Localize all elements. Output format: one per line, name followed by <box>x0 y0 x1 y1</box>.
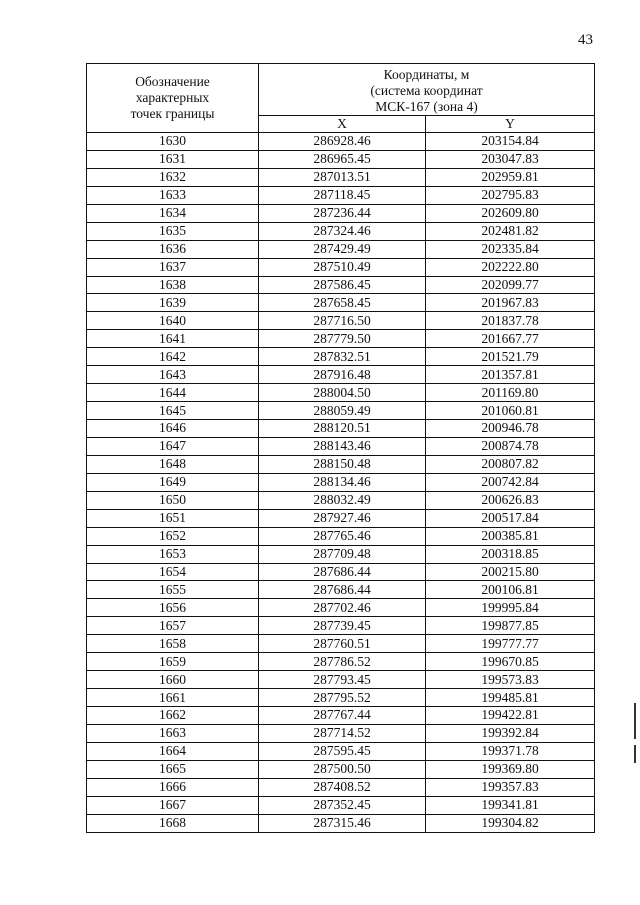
point-id-cell: 1660 <box>87 671 259 689</box>
y-coordinate-cell: 199877.85 <box>426 617 595 635</box>
y-coordinate-cell: 200385.81 <box>426 527 595 545</box>
coordinates-table <box>86 63 595 833</box>
point-header-line-2: характерных <box>135 90 210 105</box>
point-header-line-3: точек границы <box>130 106 215 121</box>
point-id-cell: 1652 <box>87 527 259 545</box>
point-id-cell: 1653 <box>87 545 259 563</box>
y-coordinate-cell: 199573.83 <box>426 671 595 689</box>
y-coordinate-cell: 202335.84 <box>426 240 595 258</box>
y-coordinate-cell: 201357.81 <box>426 366 595 384</box>
y-coordinate-cell: 202795.83 <box>426 186 595 204</box>
point-id-cell: 1666 <box>87 778 259 796</box>
table-row <box>87 276 595 294</box>
x-coordinate-cell: 288120.51 <box>259 420 426 438</box>
table-row <box>87 707 595 725</box>
point-id-cell: 1648 <box>87 455 259 473</box>
y-coordinate-cell: 200626.83 <box>426 491 595 509</box>
x-coordinate-cell: 287408.52 <box>259 778 426 796</box>
table-row <box>87 724 595 742</box>
table-row <box>87 222 595 240</box>
y-coordinate-cell: 200517.84 <box>426 509 595 527</box>
table-row <box>87 778 595 796</box>
table-row <box>87 563 595 581</box>
x-column-header: X <box>259 115 426 132</box>
table-row <box>87 814 595 832</box>
y-coordinate-cell: 201837.78 <box>426 312 595 330</box>
table-row <box>87 366 595 384</box>
table-row <box>87 258 595 276</box>
x-coordinate-cell: 288004.50 <box>259 384 426 402</box>
y-coordinate-cell: 199357.83 <box>426 778 595 796</box>
table-row <box>87 348 595 366</box>
y-coordinate-cell: 199777.77 <box>426 635 595 653</box>
y-coordinate-cell: 200215.80 <box>426 563 595 581</box>
x-coordinate-cell: 287709.48 <box>259 545 426 563</box>
point-id-cell: 1639 <box>87 294 259 312</box>
x-coordinate-cell: 287927.46 <box>259 509 426 527</box>
point-id-cell: 1649 <box>87 473 259 491</box>
coords-header-line-1: Координаты, м <box>383 66 470 82</box>
table-row <box>87 617 595 635</box>
x-coordinate-cell: 287586.45 <box>259 276 426 294</box>
point-id-cell: 1661 <box>87 689 259 707</box>
table-row <box>87 186 595 204</box>
x-coordinate-cell: 287013.51 <box>259 168 426 186</box>
x-coordinate-cell: 287760.51 <box>259 635 426 653</box>
point-id-cell: 1657 <box>87 617 259 635</box>
x-coordinate-cell: 288134.46 <box>259 473 426 491</box>
table-row <box>87 473 595 491</box>
table-row <box>87 133 595 151</box>
y-coordinate-cell: 199369.80 <box>426 760 595 778</box>
y-coordinate-cell: 203047.83 <box>426 150 595 168</box>
point-id-cell: 1667 <box>87 796 259 814</box>
y-coordinate-cell: 199485.81 <box>426 689 595 707</box>
x-coordinate-cell: 286928.46 <box>259 133 426 151</box>
table-row <box>87 312 595 330</box>
point-id-cell: 1641 <box>87 330 259 348</box>
point-id-cell: 1656 <box>87 599 259 617</box>
table-row <box>87 204 595 222</box>
table-row <box>87 491 595 509</box>
table-row <box>87 330 595 348</box>
table-row <box>87 294 595 312</box>
y-coordinate-cell: 201060.81 <box>426 402 595 420</box>
y-coordinate-cell: 203154.84 <box>426 133 595 151</box>
x-coordinate-cell: 287429.49 <box>259 240 426 258</box>
x-coordinate-cell: 288143.46 <box>259 437 426 455</box>
y-coordinate-cell: 200318.85 <box>426 545 595 563</box>
point-id-cell: 1651 <box>87 509 259 527</box>
x-coordinate-cell: 287352.45 <box>259 796 426 814</box>
table-row <box>87 671 595 689</box>
y-column-header: Y <box>426 115 595 132</box>
table-row <box>87 635 595 653</box>
y-coordinate-cell: 202609.80 <box>426 204 595 222</box>
table-row <box>87 402 595 420</box>
y-coordinate-cell: 199670.85 <box>426 653 595 671</box>
y-coordinate-cell: 201521.79 <box>426 348 595 366</box>
table-row <box>87 581 595 599</box>
table-row <box>87 168 595 186</box>
point-id-cell: 1665 <box>87 760 259 778</box>
y-coordinate-cell: 200874.78 <box>426 437 595 455</box>
coordinates-header <box>259 64 595 116</box>
x-coordinate-cell: 286965.45 <box>259 150 426 168</box>
table-row <box>87 796 595 814</box>
x-coordinate-cell: 287315.46 <box>259 814 426 832</box>
x-coordinate-cell: 288059.49 <box>259 402 426 420</box>
x-coordinate-cell: 287793.45 <box>259 671 426 689</box>
y-coordinate-cell: 202481.82 <box>426 222 595 240</box>
x-coordinate-cell: 287686.44 <box>259 581 426 599</box>
x-coordinate-cell: 287786.52 <box>259 653 426 671</box>
y-coordinate-cell: 200807.82 <box>426 455 595 473</box>
point-id-cell: 1636 <box>87 240 259 258</box>
table-row <box>87 437 595 455</box>
table-row <box>87 527 595 545</box>
table-row <box>87 455 595 473</box>
y-coordinate-cell: 200742.84 <box>426 473 595 491</box>
point-id-cell: 1635 <box>87 222 259 240</box>
x-coordinate-cell: 288150.48 <box>259 455 426 473</box>
table-row <box>87 545 595 563</box>
x-coordinate-cell: 287236.44 <box>259 204 426 222</box>
point-id-cell: 1640 <box>87 312 259 330</box>
x-coordinate-cell: 287500.50 <box>259 760 426 778</box>
point-id-cell: 1638 <box>87 276 259 294</box>
table-row <box>87 384 595 402</box>
point-designation-header <box>87 64 259 133</box>
x-coordinate-cell: 287916.48 <box>259 366 426 384</box>
point-id-cell: 1654 <box>87 563 259 581</box>
x-coordinate-cell: 287324.46 <box>259 222 426 240</box>
y-coordinate-cell: 199341.81 <box>426 796 595 814</box>
x-coordinate-cell: 287658.45 <box>259 294 426 312</box>
margin-mark <box>634 745 636 763</box>
point-id-cell: 1645 <box>87 402 259 420</box>
table-row <box>87 599 595 617</box>
y-coordinate-cell: 201169.80 <box>426 384 595 402</box>
point-id-cell: 1632 <box>87 168 259 186</box>
point-id-cell: 1663 <box>87 724 259 742</box>
page-number: 43 <box>578 32 593 48</box>
point-id-cell: 1658 <box>87 635 259 653</box>
table-row <box>87 240 595 258</box>
point-id-cell: 1659 <box>87 653 259 671</box>
point-id-cell: 1630 <box>87 133 259 151</box>
y-coordinate-cell: 200946.78 <box>426 420 595 438</box>
x-coordinate-cell: 287118.45 <box>259 186 426 204</box>
point-id-cell: 1642 <box>87 348 259 366</box>
coords-header-line-2: (система координат <box>370 82 483 98</box>
y-coordinate-cell: 202959.81 <box>426 168 595 186</box>
y-coordinate-cell: 201667.77 <box>426 330 595 348</box>
x-coordinate-cell: 287832.51 <box>259 348 426 366</box>
y-coordinate-cell: 201967.83 <box>426 294 595 312</box>
point-id-cell: 1664 <box>87 742 259 760</box>
table-row <box>87 689 595 707</box>
point-id-cell: 1631 <box>87 150 259 168</box>
x-coordinate-cell: 287686.44 <box>259 563 426 581</box>
table-row <box>87 420 595 438</box>
point-id-cell: 1637 <box>87 258 259 276</box>
y-coordinate-cell: 199371.78 <box>426 742 595 760</box>
table-row <box>87 653 595 671</box>
y-coordinate-cell: 199995.84 <box>426 599 595 617</box>
point-id-cell: 1647 <box>87 437 259 455</box>
point-id-cell: 1668 <box>87 814 259 832</box>
y-coordinate-cell: 202222.80 <box>426 258 595 276</box>
table-row <box>87 150 595 168</box>
y-coordinate-cell: 199392.84 <box>426 724 595 742</box>
x-coordinate-cell: 287716.50 <box>259 312 426 330</box>
table-row <box>87 760 595 778</box>
point-id-cell: 1662 <box>87 707 259 725</box>
table-row <box>87 742 595 760</box>
x-coordinate-cell: 287795.52 <box>259 689 426 707</box>
x-coordinate-cell: 287702.46 <box>259 599 426 617</box>
x-coordinate-cell: 288032.49 <box>259 491 426 509</box>
point-id-cell: 1644 <box>87 384 259 402</box>
table-row <box>87 509 595 527</box>
x-coordinate-cell: 287765.46 <box>259 527 426 545</box>
margin-mark <box>634 703 636 739</box>
x-coordinate-cell: 287714.52 <box>259 724 426 742</box>
point-id-cell: 1633 <box>87 186 259 204</box>
point-header-line-1: Обозначение <box>135 74 210 89</box>
y-coordinate-cell: 200106.81 <box>426 581 595 599</box>
point-id-cell: 1634 <box>87 204 259 222</box>
x-coordinate-cell: 287767.44 <box>259 707 426 725</box>
x-coordinate-cell: 287739.45 <box>259 617 426 635</box>
x-coordinate-cell: 287510.49 <box>259 258 426 276</box>
coords-header-line-3: МСК-167 (зона 4) <box>375 98 478 114</box>
point-id-cell: 1650 <box>87 491 259 509</box>
x-coordinate-cell: 287779.50 <box>259 330 426 348</box>
x-coordinate-cell: 287595.45 <box>259 742 426 760</box>
point-id-cell: 1646 <box>87 420 259 438</box>
y-coordinate-cell: 199422.81 <box>426 707 595 725</box>
point-id-cell: 1643 <box>87 366 259 384</box>
y-coordinate-cell: 199304.82 <box>426 814 595 832</box>
y-coordinate-cell: 202099.77 <box>426 276 595 294</box>
point-id-cell: 1655 <box>87 581 259 599</box>
